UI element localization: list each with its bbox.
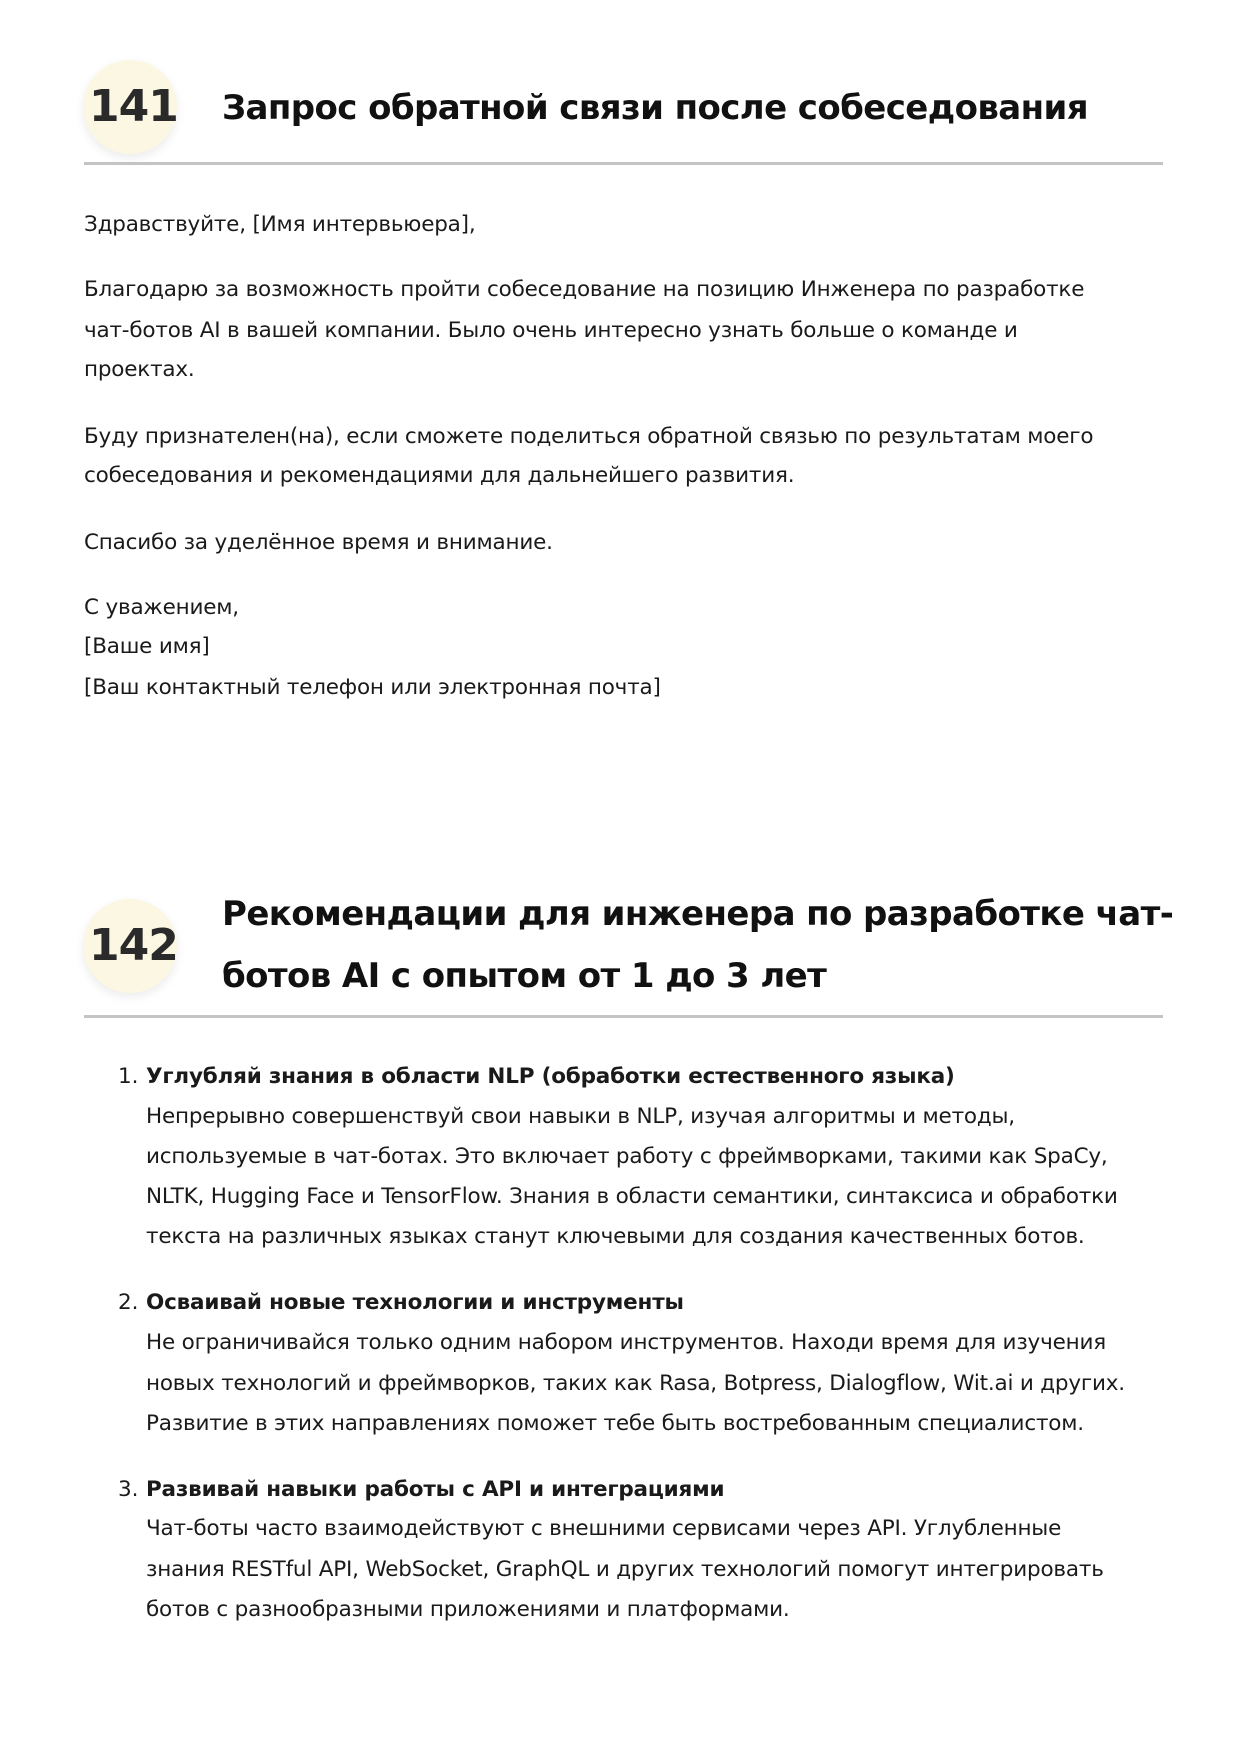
list-item-text: Развитие в этих направлениях поможет тебе быть востребованным специалистом.: [146, 1411, 1084, 1436]
list-number: 3.: [118, 1477, 139, 1502]
list-item-heading: [146, 1283, 684, 1323]
list-item-text: используемые в чат-ботах. Это включает работу с фреймворками, такими как SpaCy,: [146, 1144, 1108, 1169]
body-text: чат-ботов AI в вашей компании. Было очень интересно узнать больше о команде и: [84, 318, 1018, 343]
list-item-text: знания RESTful API, WebSocket, GraphQL и других технологий помогут интегрировать: [146, 1557, 1104, 1582]
list-number: 1.: [118, 1064, 139, 1089]
section-number-badge: [83, 60, 177, 154]
greeting: Здравствуйте, [Имя интервьюера],: [84, 212, 476, 237]
section-number-badge: [83, 899, 177, 993]
body-text: Благодарю за возможность пройти собеседование на позицию Инженера по разработке: [84, 277, 1085, 302]
section-title: ботов AI с опытом от 1 до 3 лет: [222, 956, 827, 996]
heading-text: Углубляй знания в области NLP (обработки естественного языка): [146, 1064, 955, 1089]
list-item-text: ботов с разнообразными приложениями и платформами.: [146, 1597, 790, 1622]
list-item-text: новых технологий и фреймворков, таких как Rasa, Botpress, Dialogflow, Wit.ai и других.: [146, 1371, 1125, 1396]
section-title: Запрос обратной связи после собеседования: [222, 88, 1088, 128]
section-divider: [84, 162, 1163, 165]
heading-text: Развивай навыки работы с API и интеграциями: [146, 1477, 725, 1502]
heading-text: Осваивай новые технологии и инструменты: [146, 1290, 684, 1315]
list-number: 2.: [118, 1290, 139, 1315]
list-item-text: текста на различных языках станут ключевыми для создания качественных ботов.: [146, 1224, 1085, 1249]
body-text: проектах.: [84, 357, 195, 382]
signature-contact: [Ваш контактный телефон или электронная почта]: [84, 675, 661, 700]
sign-off: С уважением,: [84, 595, 239, 620]
section-title: Рекомендации для инженера по разработке чат-: [222, 894, 1174, 934]
list-item-text: NLTK, Hugging Face и TensorFlow. Знания в области семантики, синтаксиса и обработки: [146, 1184, 1118, 1209]
body-text: Буду признателен(на), если сможете поделиться обратной связью по результатам моего: [84, 424, 1094, 449]
list-item-text: Непрерывно совершенствуй свои навыки в NLP, изучая алгоритмы и методы,: [146, 1104, 1015, 1129]
body-text: Спасибо за уделённое время и внимание.: [84, 530, 553, 555]
section-number: 141: [89, 81, 178, 132]
section-number: 142: [89, 920, 178, 971]
list-item-text: Чат-боты часто взаимодействуют с внешними сервисами через API. Углубленные: [146, 1516, 1062, 1541]
list-item-heading: [146, 1470, 724, 1510]
list-item-text: Не ограничивайся только одним набором инструментов. Находи время для изучения: [146, 1330, 1106, 1355]
section-divider: [84, 1015, 1163, 1018]
signature-name: [Ваше имя]: [84, 634, 210, 659]
body-text: собеседования и рекомендациями для дальнейшего развития.: [84, 463, 795, 488]
list-item-heading: [146, 1057, 955, 1097]
